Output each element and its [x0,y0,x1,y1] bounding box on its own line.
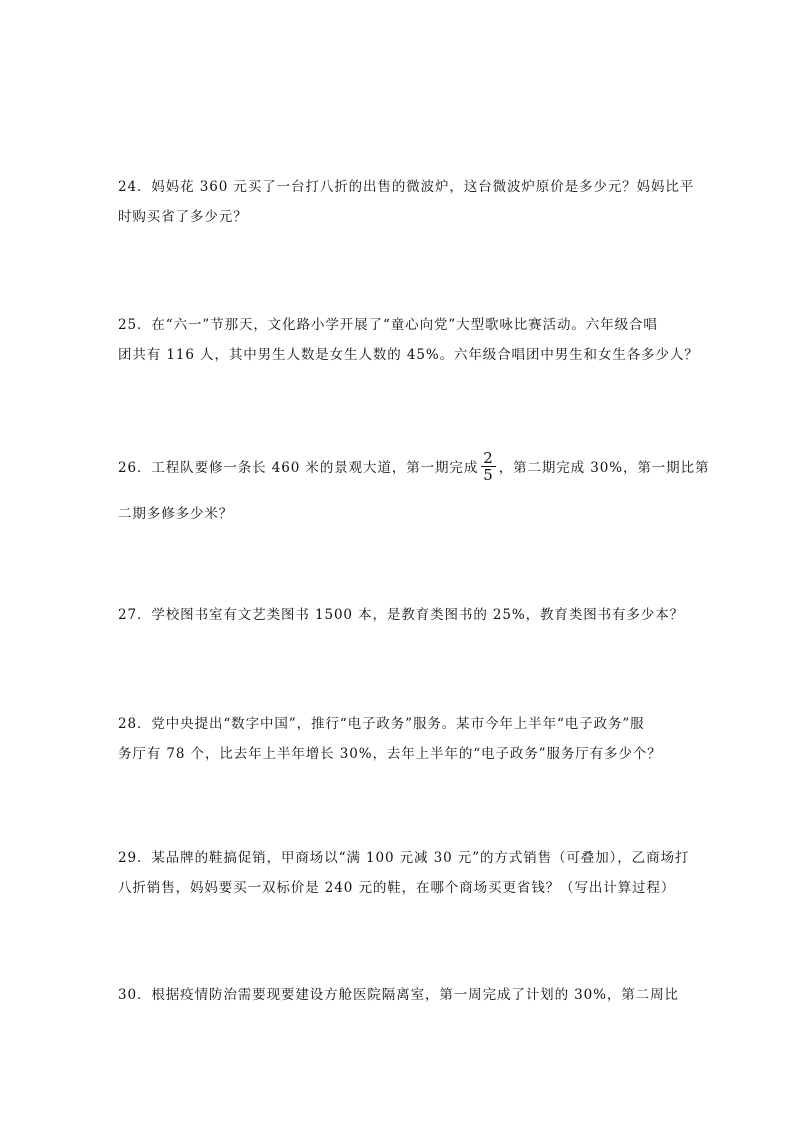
problem-26 [118,449,710,529]
problem-26-line-2: 二期多修多少米？ [118,506,234,522]
fraction-two-fifths [481,450,495,483]
problem-26-line-1-after: ，第二期完成 30%，第一期比第 [498,460,710,476]
problem-27 [118,600,685,630]
problem-29-line-2: 八折销售，妈妈要买一双标价是 240 元的鞋，在哪个商场买更省钱？（写出计算过程） [118,880,676,896]
problem-30 [118,980,678,1010]
problem-29-line-1: 29．某品牌的鞋搞促销，甲商场以“满 100 元减 30 元”的方式销售（可叠加），乙商场打 [118,850,690,866]
problem-30-line-1: 30．根据疫情防治需要现要建设方舱医院隔离室，第一周完成了计划的 30%，第二周比 [118,987,679,1003]
problem-28-line-1: 28．党中央提出“数字中国”，推行“电子政务”服务。某市今年上半年“电子政务”服 [118,716,645,732]
problem-25-line-2: 团共有 116 人，其中男生人数是女生人数的 45%。六年级合唱团中男生和女生各多少人？ [118,347,699,363]
problem-26-line-1 [118,449,710,485]
problem-24-line-1: 24．妈妈花 360 元买了一台打八折的出售的微波炉，这台微波炉原价是多少元？妈妈比平 [118,179,695,195]
problem-24-line-2: 时购买省了多少元？ [118,209,248,225]
problem-25 [118,310,699,370]
problem-27-line-1: 27．学校图书室有文艺类图书 1500 本，是教育类图书的 25%，教育类图书有多少本？ [118,607,685,623]
problem-25-line-1: 25．在“六一”节那天，文化路小学开展了“童心向党”大型歌咏比赛活动。六年级合唱 [118,317,658,333]
fraction-numerator: 2 [483,449,494,467]
problem-28 [118,709,678,769]
problem-29 [118,843,690,903]
problem-26-line-1-before: 26．工程队要修一条长 460 米的景观大道，第一期完成 [118,460,479,476]
fraction-denominator: 5 [483,466,494,484]
problem-24 [118,172,695,232]
problem-28-line-2: 务厅有 78 个，比去年上半年增长 30%，去年上半年的“电子政务”服务厅有多少个？ [118,746,662,762]
